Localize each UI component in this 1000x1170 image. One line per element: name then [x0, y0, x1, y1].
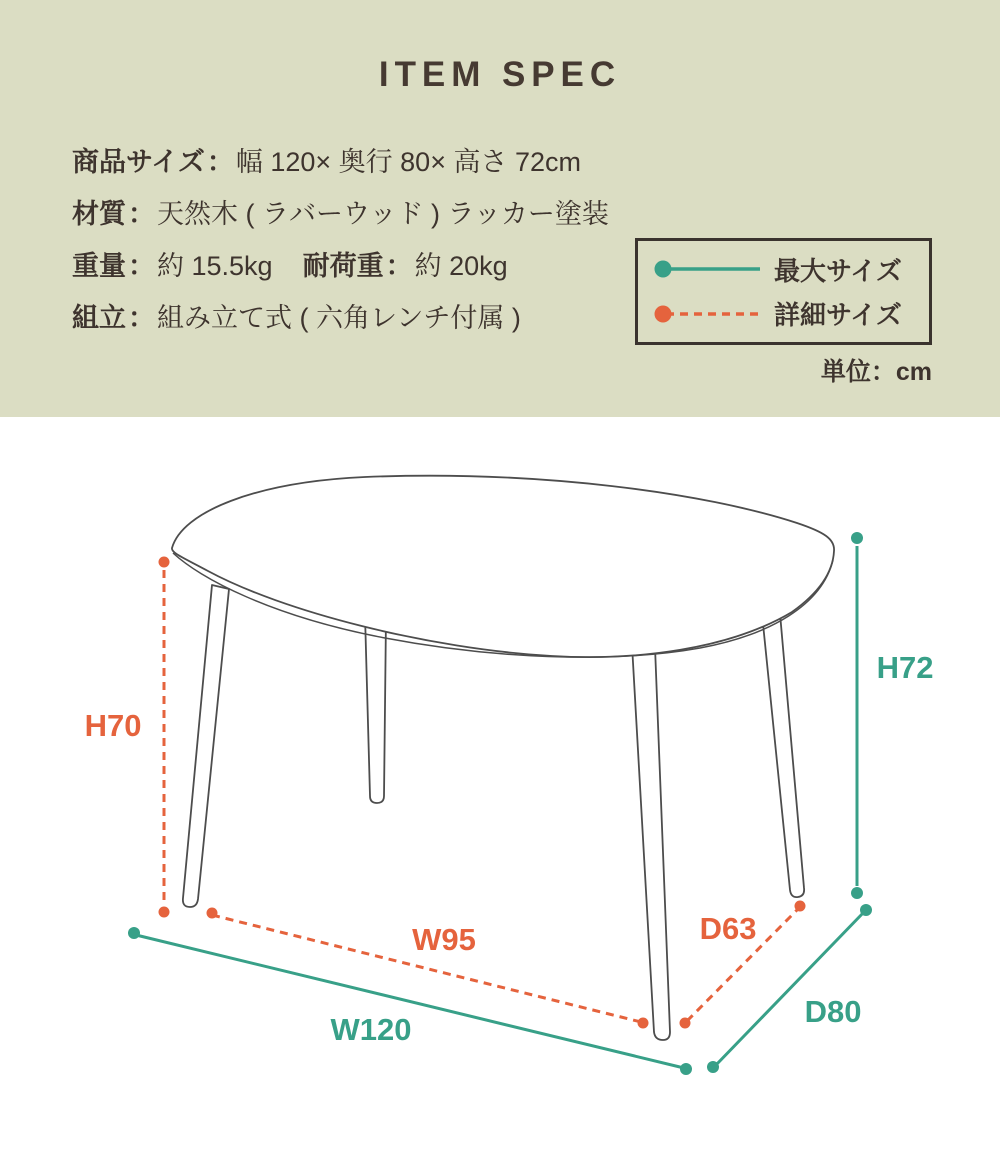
table-drawing — [0, 420, 1000, 1165]
spec-row-assembly — [72, 289, 609, 341]
spec-row-size — [72, 133, 609, 185]
spec-label-size: 商品サイズ — [72, 146, 205, 177]
spec-pair-load — [303, 244, 508, 283]
solid-line-icon — [652, 257, 764, 281]
spec-separator: ： — [206, 146, 234, 177]
spec-panel — [0, 0, 1000, 417]
spec-separator: ： — [128, 198, 155, 229]
spec-separator: ： — [128, 250, 155, 281]
legend-label-detail: 詳細サイズ — [774, 300, 902, 331]
spec-row-material — [72, 185, 609, 237]
dimension-label-d63: D63 — [699, 911, 757, 946]
spec-label-load: 耐荷重 — [302, 250, 384, 281]
spec-separator: ： — [128, 302, 155, 333]
spec-label-material: 材質 — [72, 198, 126, 229]
spec-separator: ： — [385, 250, 413, 281]
table-diagram-svg — [0, 420, 1000, 1165]
dimension-label-h72: H72 — [876, 650, 934, 685]
dimension-label-w95: W95 — [412, 922, 476, 957]
spec-value-weight: 約 15.5kg — [157, 250, 273, 281]
spec-value-load: 約 20kg — [414, 250, 508, 281]
dimension-label-w120: W120 — [330, 1012, 412, 1047]
spec-value-assembly: 組み立て式 ( 六角レンチ付属 ) — [157, 302, 521, 333]
legend-row-max — [652, 251, 915, 288]
spec-list — [72, 133, 609, 341]
dimension-label-h70: H70 — [84, 708, 142, 743]
spec-row-weight-load — [72, 237, 609, 289]
spec-label-assembly: 組立 — [72, 302, 126, 333]
legend-box — [635, 238, 932, 345]
unit-note: 単位：cm — [820, 358, 932, 386]
dimension-label-d80: D80 — [804, 994, 862, 1029]
spec-label-weight: 重量 — [72, 250, 126, 281]
spec-value-material: 天然木 ( ラバーウッド ) ラッカー塗装 — [157, 198, 609, 229]
legend-row-detail — [652, 295, 915, 332]
legend-label-max: 最大サイズ — [774, 255, 902, 286]
table-top — [172, 476, 834, 657]
spec-value-size: 幅 120× 奥行 80× 高さ 72cm — [235, 146, 581, 177]
page-title: ITEM SPEC — [378, 55, 622, 94]
dashed-line-icon — [652, 302, 764, 326]
